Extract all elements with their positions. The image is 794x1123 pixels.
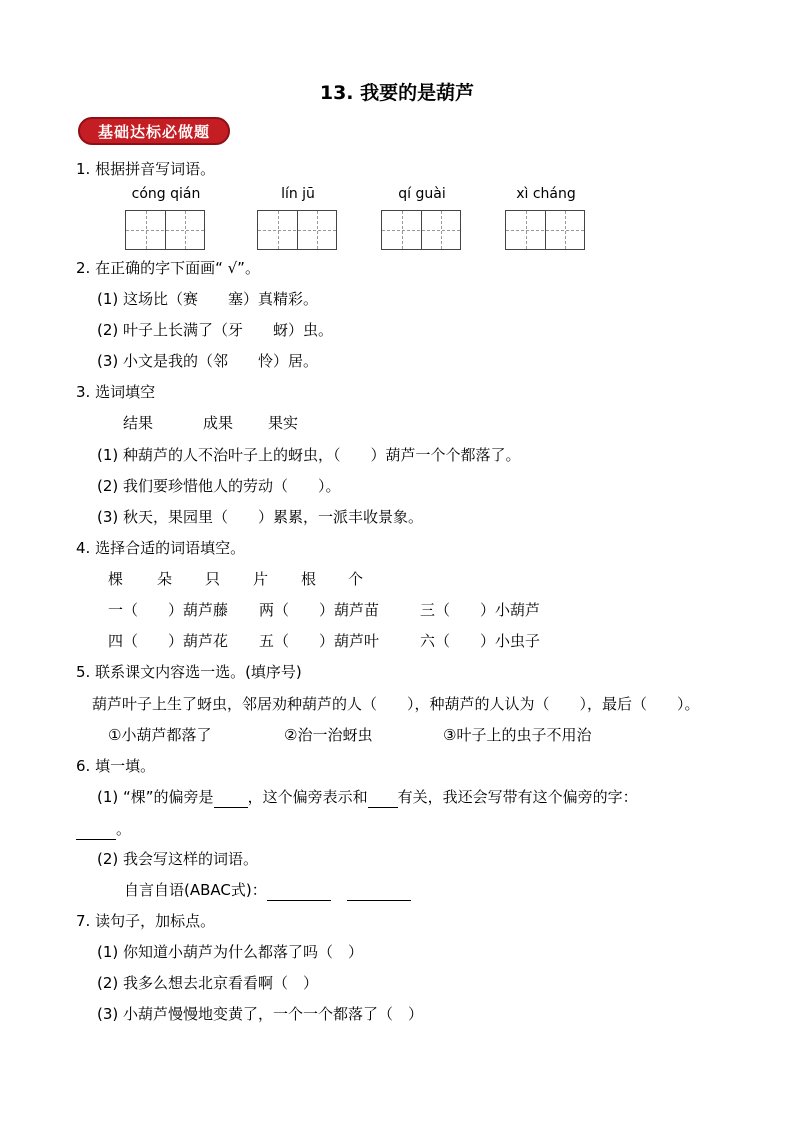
word-option-2: 成果	[203, 414, 234, 432]
measure-word-6: 个	[348, 570, 364, 588]
question-6-part-3	[124, 879, 411, 901]
choice-option-1: ①小葫芦都落了	[108, 726, 212, 744]
answer-blank-abac-2[interactable]	[347, 884, 411, 901]
pinyin-3: qí guài	[398, 186, 446, 202]
question-3-item-1: (1) 种葫芦的人不治叶子上的蚜虫，（ ）葫芦一个个都落了。	[97, 446, 521, 464]
pinyin-4: xì cháng	[516, 186, 576, 202]
answer-blank-chars[interactable]	[76, 823, 116, 840]
fill-item-1: 一（ ）葫芦藤	[108, 601, 229, 619]
question-3-label: 3. 选词填空	[76, 383, 156, 401]
question-7-item-3: (3) 小葫芦慢慢地变黄了，一个一个都落了（ ）	[97, 1005, 424, 1023]
choice-option-3: ③叶子上的虫子不用治	[443, 726, 592, 744]
fill-item-6: 六（ ）小虫子	[420, 632, 541, 650]
question-2-item-1: (1) 这场比（赛 塞）真精彩。	[97, 290, 319, 308]
question-6-part-2: (2) 我会写这样的词语。	[97, 850, 259, 868]
question-5-sentence: 葫芦叶子上生了蚜虫，邻居劝种葫芦的人（ ），种葫芦的人认为（ ），最后（ ）。	[92, 695, 700, 713]
word-option-1: 结果	[123, 414, 154, 432]
answer-blank-radical[interactable]	[214, 791, 248, 808]
writing-grid-2[interactable]	[257, 210, 337, 250]
q6-text-end: 。	[116, 820, 132, 838]
question-4-label: 4. 选择合适的词语填空。	[76, 539, 246, 557]
q6-text-c: 有关，我还会写带有这个偏旁的字：	[397, 788, 638, 806]
question-7-item-2: (2) 我多么想去北京看看啊（ ）	[97, 974, 319, 992]
question-7-label: 7. 读句子，加标点。	[76, 912, 216, 930]
question-1-label: 1. 根据拼音写词语。	[76, 160, 216, 178]
question-2-item-2: (2) 叶子上长满了（牙 蚜）虫。	[97, 321, 334, 339]
question-2-label: 2. 在正确的字下面画“ √”。	[76, 259, 260, 277]
answer-blank-abac-1[interactable]	[267, 884, 331, 901]
q6-text-a: (1) “棵”的偏旁是	[97, 788, 214, 806]
question-5-label: 5. 联系课文内容选一选。(填序号)	[76, 663, 302, 681]
word-option-3: 果实	[268, 414, 299, 432]
writing-grid-1[interactable]	[125, 210, 205, 250]
question-3-item-2: (2) 我们要珍惜他人的劳动（ ）。	[97, 477, 341, 495]
fill-item-4: 四（ ）葫芦花	[108, 632, 229, 650]
pinyin-2: lín jū	[281, 186, 315, 202]
question-3-item-3: (3) 秋天，果园里（ ）累累，一派丰收景象。	[97, 508, 424, 526]
question-6-label: 6. 填一填。	[76, 757, 156, 775]
writing-grid-3[interactable]	[381, 210, 461, 250]
choice-option-2: ②治一治蚜虫	[284, 726, 373, 744]
writing-grid-4[interactable]	[505, 210, 585, 250]
measure-word-2: 朵	[157, 570, 173, 588]
question-6-part-1-end	[76, 818, 131, 840]
fill-item-5: 五（ ）葫芦叶	[259, 632, 380, 650]
question-2-item-3: (3) 小文是我的（邻 怜）居。	[97, 352, 319, 370]
measure-word-5: 根	[301, 570, 317, 588]
measure-word-4: 片	[253, 570, 269, 588]
fill-item-3: 三（ ）小葫芦	[420, 601, 541, 619]
q6-text-b: ，这个偏旁表示和	[247, 788, 368, 806]
section-badge: 基础达标必做题	[78, 117, 230, 145]
page-title: 13. 我要的是葫芦	[319, 82, 475, 104]
q6-text-abac: 自言自语(ABAC式)：	[124, 881, 267, 899]
measure-word-3: 只	[205, 570, 221, 588]
measure-word-1: 棵	[108, 570, 124, 588]
question-7-item-1: (1) 你知道小葫芦为什么都落了吗（ ）	[97, 943, 364, 961]
answer-blank-meaning[interactable]	[368, 791, 398, 808]
question-6-part-1	[97, 786, 638, 808]
fill-item-2: 两（ ）葫芦苗	[259, 601, 380, 619]
pinyin-1: cóng qián	[131, 186, 201, 202]
